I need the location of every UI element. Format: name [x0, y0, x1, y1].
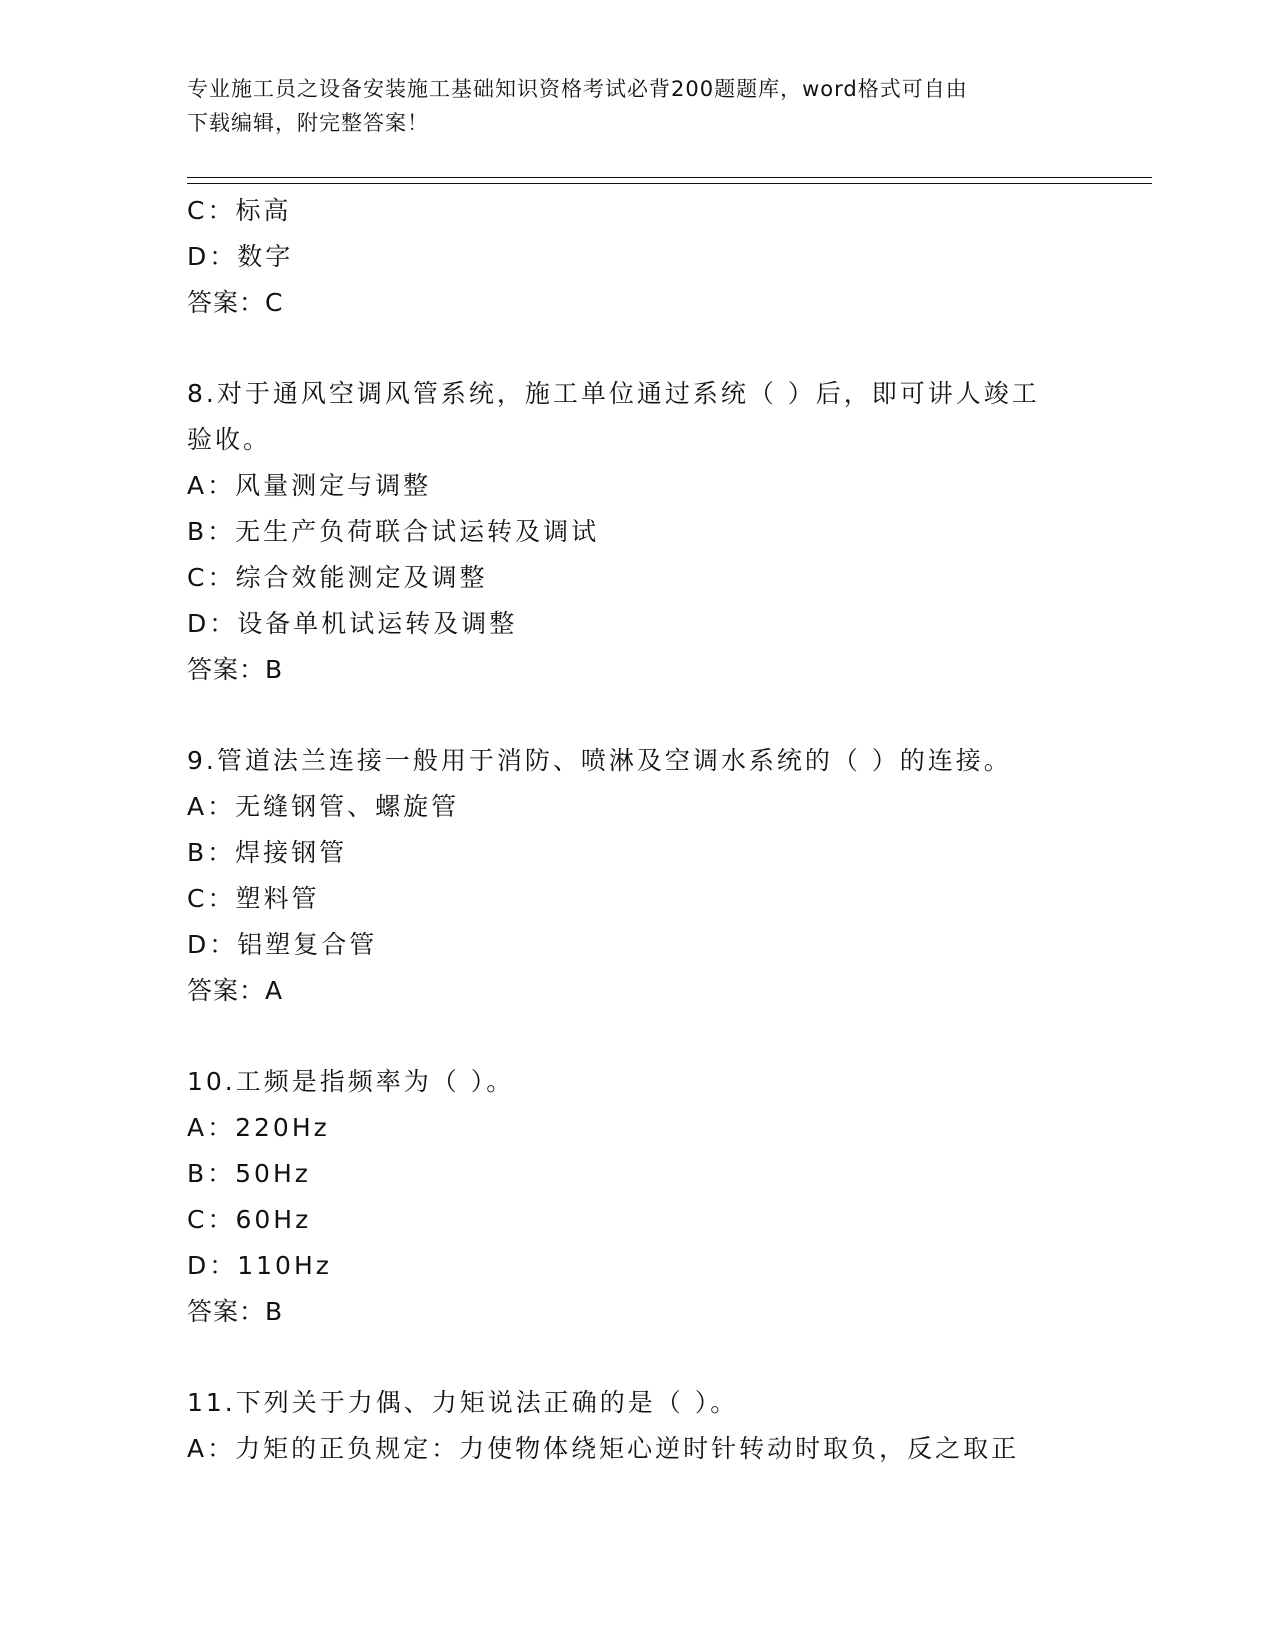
- option-a: A：力矩的正负规定：力使物体绕矩心逆时针转动时取负，反之取正: [187, 1434, 1020, 1463]
- header-rule-bottom: [187, 183, 1152, 184]
- header-line-2: 下载编辑，附完整答案！: [187, 111, 429, 135]
- option-a: A：220Hz: [187, 1113, 330, 1142]
- question-7-tail: [187, 188, 1152, 326]
- question-list: [187, 188, 1152, 1472]
- option-c: C：综合效能测定及调整: [187, 563, 488, 592]
- question-9: [187, 738, 1152, 1014]
- option-d: D：数字: [187, 242, 294, 271]
- document-header: [187, 72, 1077, 140]
- option-a: A：无缝钢管、螺旋管: [187, 792, 460, 821]
- option-a: A：风量测定与调整: [187, 471, 432, 500]
- answer: 答案：A: [187, 976, 284, 1005]
- question-stem-continued: 验收。: [187, 425, 272, 454]
- question-stem: 9.管道法兰连接一般用于消防、喷淋及空调水系统的（ ）的连接。: [187, 746, 1012, 775]
- option-d: D：铝塑复合管: [187, 930, 378, 959]
- question-11: [187, 1380, 1152, 1472]
- answer: 答案：B: [187, 1297, 284, 1326]
- option-d: D：设备单机试运转及调整: [187, 609, 518, 638]
- option-c: C：标高: [187, 196, 292, 225]
- option-c: C：塑料管: [187, 884, 320, 913]
- question-stem: 11.下列关于力偶、力矩说法正确的是（ ）。: [187, 1388, 739, 1417]
- question-stem: 8.对于通风空调风管系统，施工单位通过系统（ ）后，即可讲人竣工: [187, 379, 1040, 408]
- option-b: B：焊接钢管: [187, 838, 348, 867]
- option-b: B：无生产负荷联合试运转及调试: [187, 517, 600, 546]
- header-rule-top: [187, 177, 1152, 178]
- question-8: [187, 371, 1152, 693]
- answer: 答案：C: [187, 288, 284, 317]
- answer: 答案：B: [187, 655, 284, 684]
- option-d: D：110Hz: [187, 1251, 332, 1280]
- question-10: [187, 1059, 1152, 1335]
- option-b: B：50Hz: [187, 1159, 311, 1188]
- option-c: C：60Hz: [187, 1205, 312, 1234]
- question-stem: 10.工频是指频率为（ ）。: [187, 1067, 515, 1096]
- header-line-1: 专业施工员之设备安装施工基础知识资格考试必背200题题库，word格式可自由: [187, 77, 968, 101]
